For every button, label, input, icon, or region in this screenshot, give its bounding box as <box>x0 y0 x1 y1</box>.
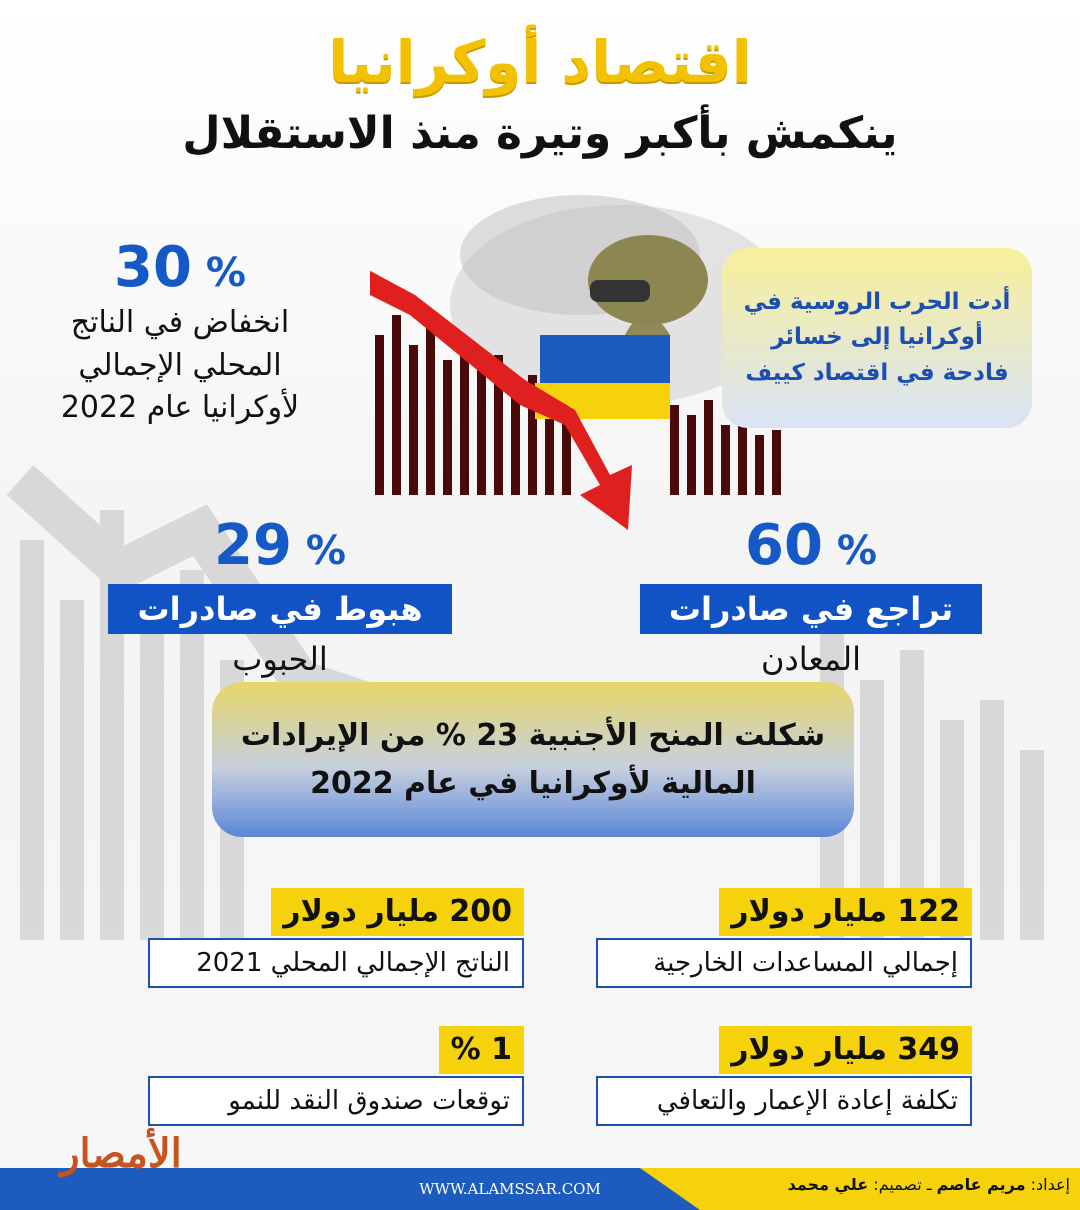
gdp-desc-line2: المحلي الإجمالي <box>78 347 282 383</box>
brand-logo: الأمصار <box>60 1130 182 1177</box>
grants-line1: شكلت المنح الأجنبية 23 % من الإيرادات <box>240 717 826 753</box>
metal-label-tail: المعادن <box>760 640 862 678</box>
intro-callout <box>722 248 1032 428</box>
metal-percent-sign: % <box>836 528 877 574</box>
grain-percent-sign: % <box>305 528 346 574</box>
fact-label: إجمالي المساعدات الخارجية <box>596 938 972 988</box>
gdp-desc-line1: انخفاض في الناتج <box>70 305 290 340</box>
metal-number: 60 <box>744 513 823 578</box>
fact-label: تكلفة إعادة الإعمار والتعافي <box>596 1076 972 1126</box>
metal-figure <box>640 513 982 578</box>
fact-label: الناتج الإجمالي المحلي 2021 <box>148 938 524 988</box>
intro-text: أدت الحرب الروسية في أوكرانيا إلى خسائر فادحة في اقتصاد كييف <box>743 288 1011 386</box>
grain-figure <box>108 513 452 578</box>
grain-label-tail: الحبوب <box>232 640 328 678</box>
page-title: اقتصاد أوكرانيا <box>328 28 752 96</box>
grants-line2: المالية لأوكرانيا في عام 2022 <box>310 765 756 801</box>
footer-credits <box>700 1175 1070 1194</box>
grain-number: 29 <box>213 513 292 578</box>
grain-label: هبوط في صادرات <box>108 584 452 634</box>
fact-value: 122 مليار دولار <box>719 888 972 936</box>
footer-website: WWW.ALAMSSAR.COM <box>419 1180 601 1198</box>
grain-stat <box>108 513 452 678</box>
fact-value: 200 مليار دولار <box>271 888 524 936</box>
prepared-label: إعداد: <box>1030 1175 1070 1194</box>
gdp-stat <box>30 235 330 430</box>
gdp-percent-sign: % <box>205 250 246 296</box>
design-label: ـ تصميم: <box>873 1175 932 1194</box>
gdp-number: 30 <box>113 235 192 300</box>
fact-label: توقعات صندوق النقد للنمو <box>148 1076 524 1126</box>
metal-stat <box>640 513 982 678</box>
prepared-name: مريم عاصم <box>936 1175 1026 1194</box>
gdp-desc-line3: لأوكرانيا عام 2022 <box>60 390 300 426</box>
page-subtitle: ينكمش بأكبر وتيرة منذ الاستقلال <box>182 108 898 159</box>
gdp-figure <box>30 235 330 300</box>
fact-value: 349 مليار دولار <box>719 1026 972 1074</box>
grants-callout <box>212 682 854 837</box>
fact-value: 1 % <box>439 1026 524 1074</box>
design-name: علي محمد <box>787 1175 869 1194</box>
metal-label: تراجع في صادرات <box>640 584 982 634</box>
